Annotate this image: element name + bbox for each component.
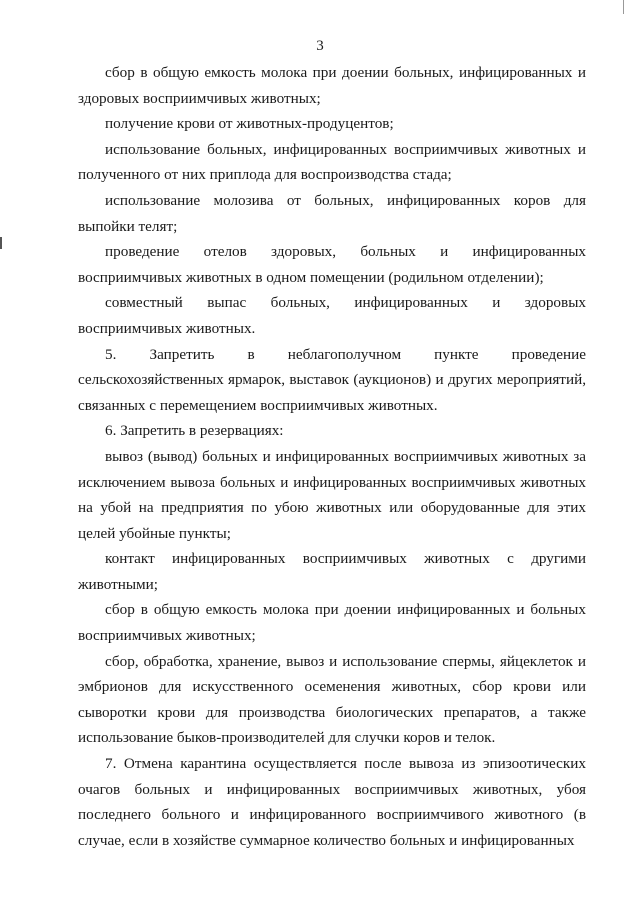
paragraph: совместный выпас больных, инфицированных и здоровых восприимчивых животных. [78, 294, 586, 337]
paragraph: сбор в общую емкость молока при доении инфицированных и больных восприимчивых животных; [78, 601, 586, 645]
page-number: 3 [316, 38, 324, 54]
paragraph: контакт инфицированных восприимчивых животных с другими животными; [78, 550, 586, 593]
paragraph: 5. Запретить в неблагополучном пункте проведение сельскохозяйственных ярмарок, выставок (аукционов) и других мероприятий, связанных с перемещением восприимчивых животных. [78, 345, 586, 414]
paragraph: использование больных, инфицированных восприимчивых животных и полученного от них приплода для воспроизводства стада; [78, 140, 586, 184]
paragraph: 7. Отмена карантина осуществляется после вывоза из эпизоотических очагов больных и инфицированных восприимчивых животных, убоя последнего больного и инфицированного восприимчивого животного (в случае, если в хозяйстве суммарное количество больных и инфицированных [78, 755, 586, 849]
paragraph: получение крови от животных-продуцентов; [105, 115, 394, 133]
paragraph: 6. Запретить в резервациях: [105, 422, 284, 440]
document-body [78, 60, 586, 853]
paragraph: вывоз (вывод) больных и инфицированных восприимчивых животных за исключением вывоза больных и инфицированных восприимчивых животных на убой на предприятия по убою животных или оборудованные для этих целей убойные пункты; [78, 447, 586, 542]
scan-artifact [623, 0, 624, 14]
paragraph: сбор в общую емкость молока при доении больных, инфицированных и здоровых восприимчивых животных; [78, 64, 586, 107]
scan-artifact [0, 237, 2, 249]
paragraph: сбор, обработка, хранение, вывоз и использование спермы, яйцеклеток и эмбрионов для искусственного осеменения животных, сбор крови или сыворотки крови для производства биологических препаратов, а также использование быков-производителей для случки коров и телок. [78, 652, 586, 747]
paragraph: проведение отелов здоровых, больных и инфицированных восприимчивых животных в одном помещении (родильном отделении); [78, 243, 586, 286]
paragraph: использование молозива от больных, инфицированных коров для выпойки телят; [78, 191, 586, 235]
